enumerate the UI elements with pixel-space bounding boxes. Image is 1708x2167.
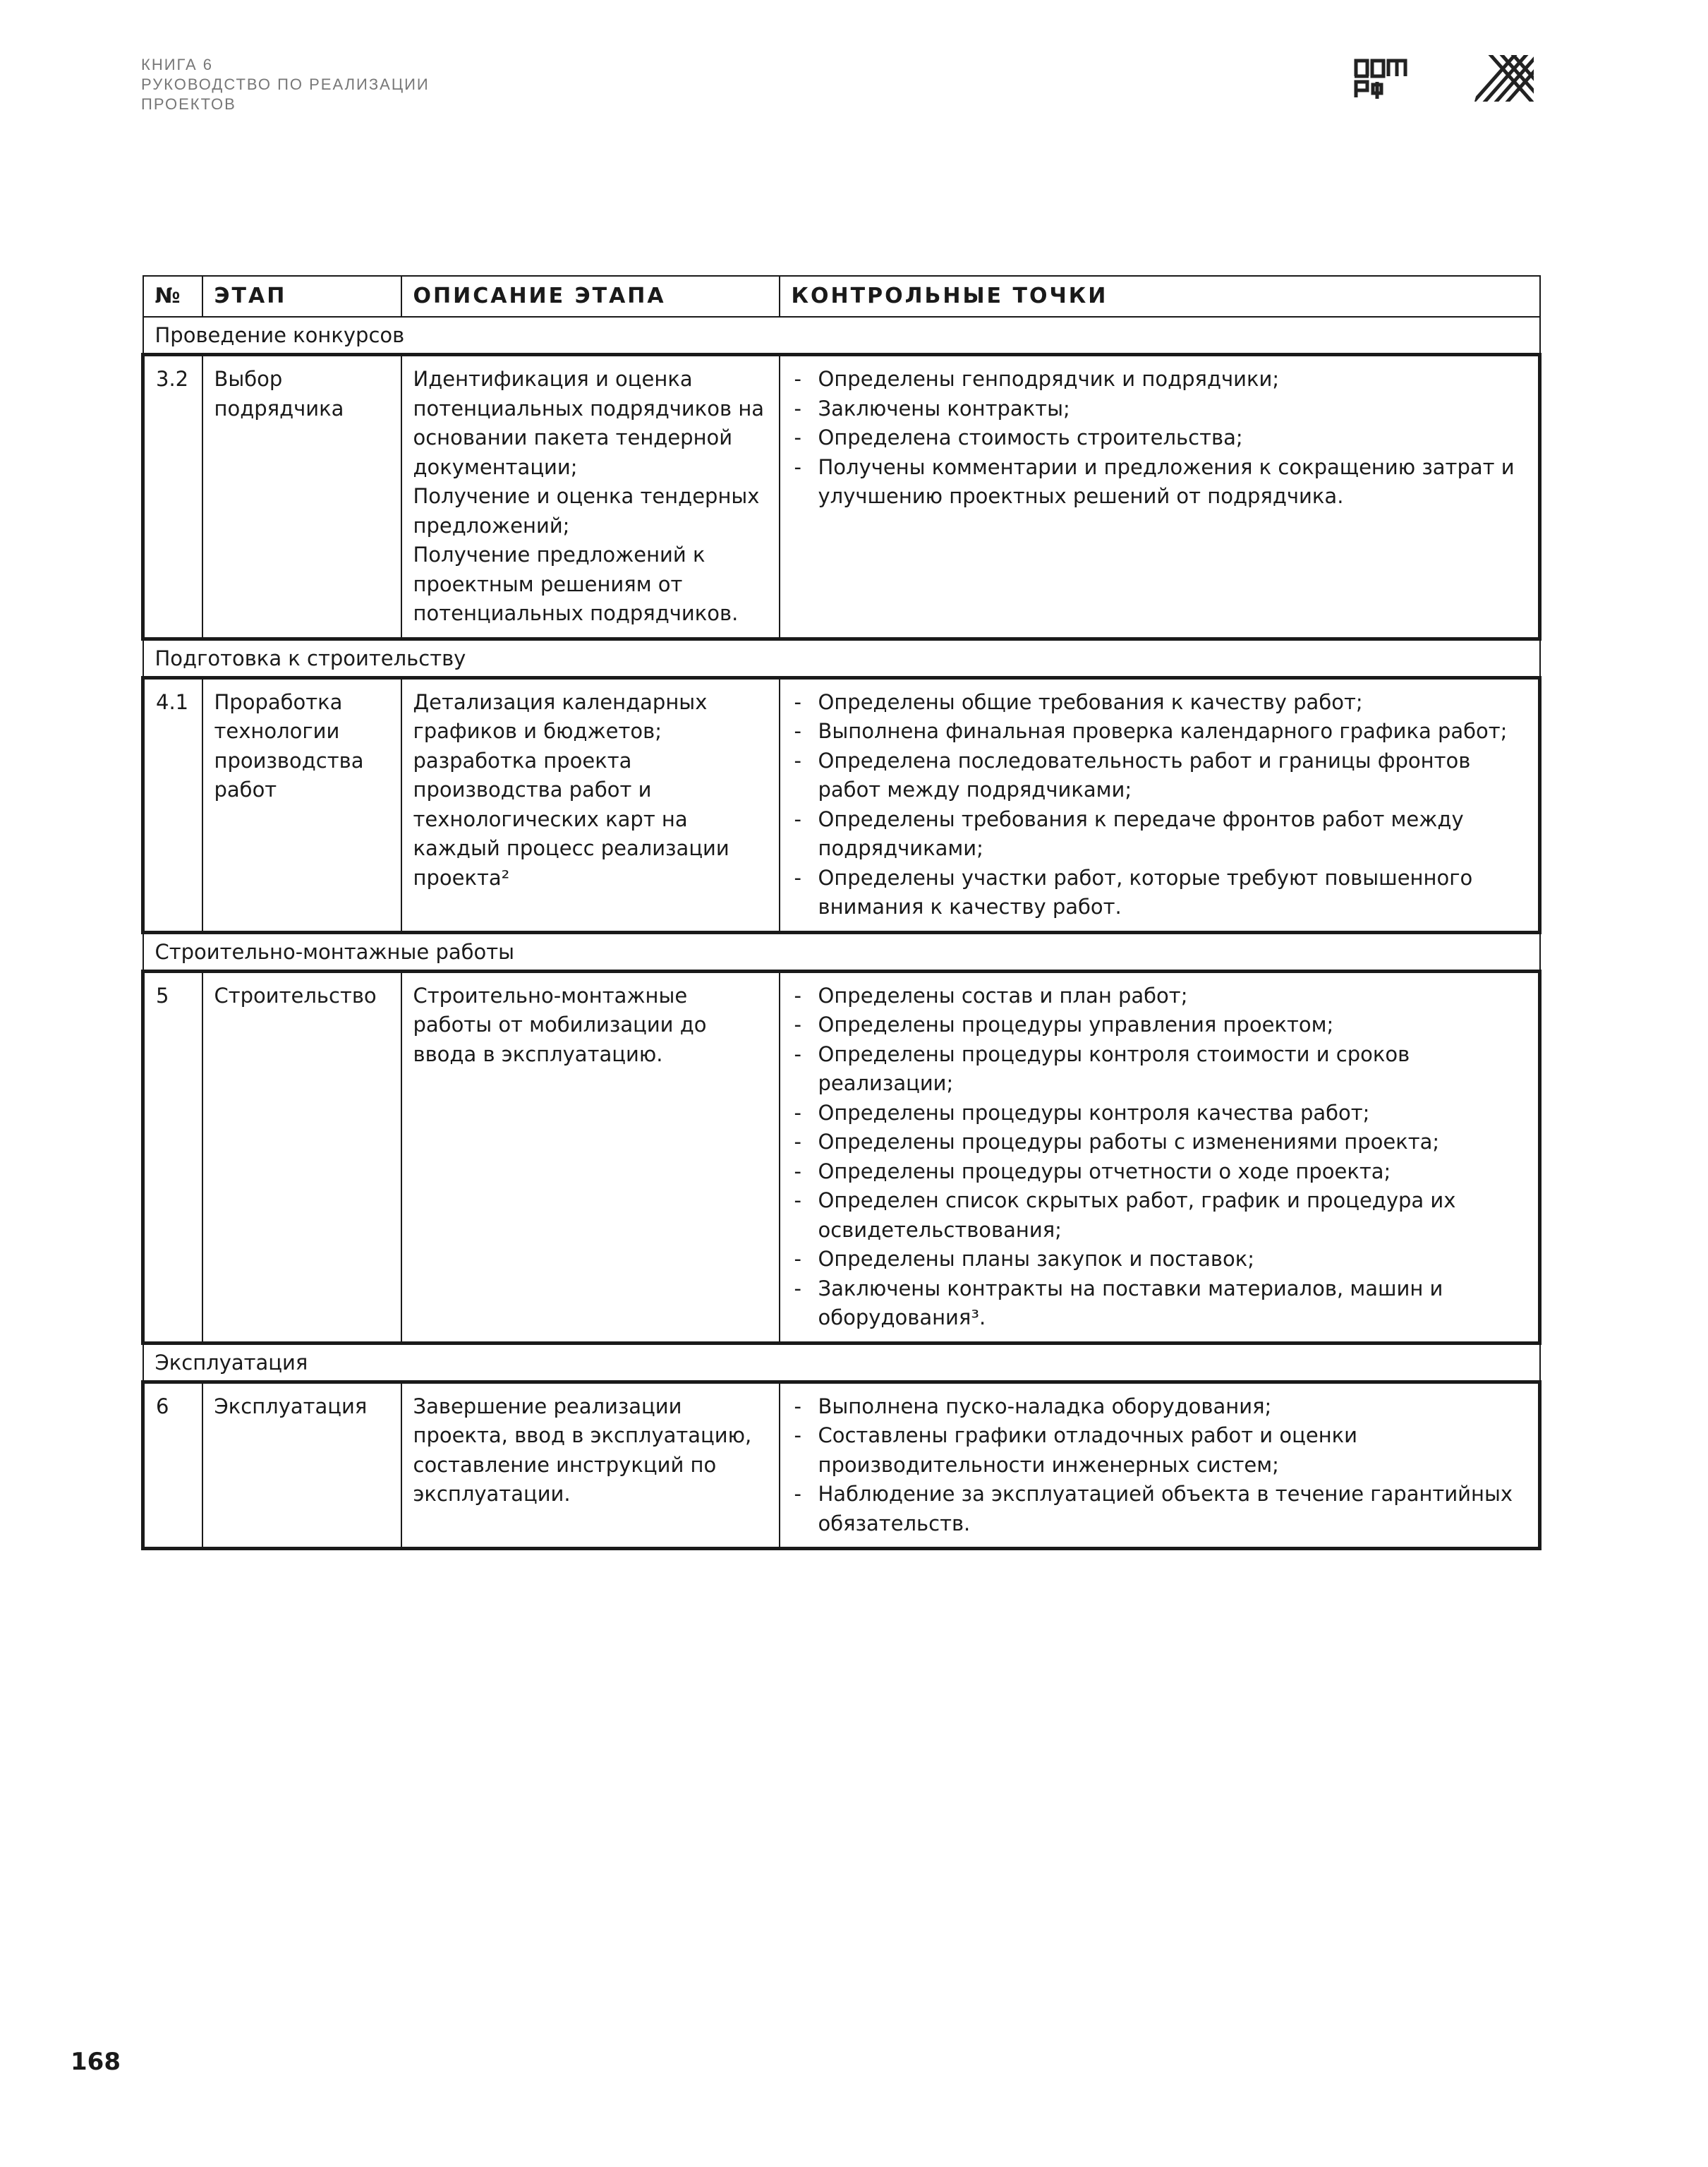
checkpoint-item: - Определены планы закупок и поставок;	[792, 1245, 1527, 1274]
checkpoint-item: - Определены генподрядчик и подрядчики;	[792, 365, 1527, 394]
description-line: Завершение реализации проекта, ввод в эксплуатацию, составление инструкций по эксплуатации.	[413, 1394, 752, 1506]
checkpoint-item: - Определена стоимость строительства;	[792, 423, 1527, 453]
checkpoint-item: - Заключены контракты на поставки материалов, машин и оборудования³.	[792, 1274, 1527, 1333]
description-line: Детализация календарных графиков и бюджетов; разработка проекта производства работ и технологических карт на каждый процесс реализации проекта²	[413, 689, 729, 890]
description-line: Строительно-монтажные работы от мобилизации до ввода в эксплуатацию.	[413, 983, 707, 1066]
page-number: 168	[71, 2048, 121, 2076]
description-line: Получение предложений к проектным решениям от потенциальных подрядчиков.	[413, 543, 739, 625]
section-title: Эксплуатация	[143, 1343, 1540, 1382]
section-title: Подготовка к строительству	[143, 639, 1540, 677]
checkpoint-item: - Определен список скрытых работ, график и процедура их освидетельствования;	[792, 1186, 1527, 1245]
stage-description	[401, 1382, 780, 1549]
stage-description	[401, 677, 780, 932]
checkpoint-item: - Выполнена финальная проверка календарного графика работ;	[792, 717, 1527, 747]
section-row	[143, 932, 1540, 971]
project-stages-table	[141, 275, 1542, 1550]
stage-description	[401, 971, 780, 1343]
checkpoint-item: - Наблюдение за эксплуатацией объекта в течение гарантийных обязательств.	[792, 1480, 1527, 1538]
stage-name: Строительство	[202, 971, 401, 1343]
stage-number: 6	[143, 1382, 202, 1549]
stage-checkpoints	[780, 355, 1540, 639]
dom-rf-logo	[1353, 55, 1410, 102]
checkpoint-item: - Определены процедуры контроля стоимости и сроков реализации;	[792, 1040, 1527, 1099]
checkpoint-item: - Заключены контракты;	[792, 394, 1527, 424]
checkpoint-item: - Получены комментарии и предложения к сокращению затрат и улучшению проектных решений от подрядчика.	[792, 453, 1527, 512]
stage-name: Проработка технологии производства работ	[202, 677, 401, 932]
section-row	[143, 1343, 1540, 1382]
checkpoint-item: - Определены состав и план работ;	[792, 982, 1527, 1011]
description-line: Идентификация и оценка потенциальных подрядчиков на основании пакета тендерной документации;	[413, 367, 765, 479]
header-book-subtitle-2: ПРОЕКТОВ	[141, 95, 236, 113]
section-title: Проведение конкурсов	[143, 317, 1540, 355]
table-row	[143, 677, 1540, 932]
stage-checkpoints	[780, 677, 1540, 932]
table-header-row	[143, 276, 1540, 317]
stage-description	[401, 355, 780, 639]
stage-checkpoints	[780, 971, 1540, 1343]
checkpoint-item: - Определены процедуры контроля качества работ;	[792, 1099, 1527, 1128]
stage-number: 5	[143, 971, 202, 1343]
col-header-number: №	[143, 276, 202, 317]
section-row	[143, 317, 1540, 355]
description-line: Получение и оценка тендерных предложений;	[413, 484, 760, 538]
stage-name: Выбор подрядчика	[202, 355, 401, 639]
table-row	[143, 971, 1540, 1343]
stage-name: Эксплуатация	[202, 1382, 401, 1549]
header-book-title: КНИГА 6	[141, 56, 213, 73]
section-row	[143, 639, 1540, 677]
checkpoint-item: - Определены требования к передаче фронтов работ между подрядчиками;	[792, 805, 1527, 864]
stage-checkpoints	[780, 1382, 1540, 1549]
col-header-description: ОПИСАНИЕ ЭТАПА	[401, 276, 780, 317]
checkpoint-item: - Определены участки работ, которые требуют повышенного внимания к качеству работ.	[792, 864, 1527, 922]
checkpoint-item: - Определены процедуры управления проектом;	[792, 1010, 1527, 1040]
header-book-subtitle-1: РУКОВОДСТВО ПО РЕАЛИЗАЦИИ	[141, 76, 430, 93]
section-title: Строительно-монтажные работы	[143, 932, 1540, 971]
checkpoint-item: - Составлены графики отладочных работ и оценки производительности инженерных систем;	[792, 1421, 1527, 1480]
checkpoint-item: - Определены процедуры отчетности о ходе проекта;	[792, 1157, 1527, 1187]
stage-number: 4.1	[143, 677, 202, 932]
checkpoint-item: - Определены процедуры работы с изменениями проекта;	[792, 1128, 1527, 1157]
table-row	[143, 355, 1540, 639]
checkpoint-item: - Выполнена пуско-наладка оборудования;	[792, 1392, 1527, 1422]
stage-number: 3.2	[143, 355, 202, 639]
hatched-pattern-logo	[1474, 55, 1534, 102]
book-header	[141, 55, 430, 114]
table-row	[143, 1382, 1540, 1549]
checkpoint-item: - Определена последовательность работ и границы фронтов работ между подрядчиками;	[792, 747, 1527, 805]
checkpoint-item: - Определены общие требования к качеству работ;	[792, 688, 1527, 718]
col-header-checkpoints: КОНТРОЛЬНЫЕ ТОЧКИ	[780, 276, 1540, 317]
col-header-stage: ЭТАП	[202, 276, 401, 317]
